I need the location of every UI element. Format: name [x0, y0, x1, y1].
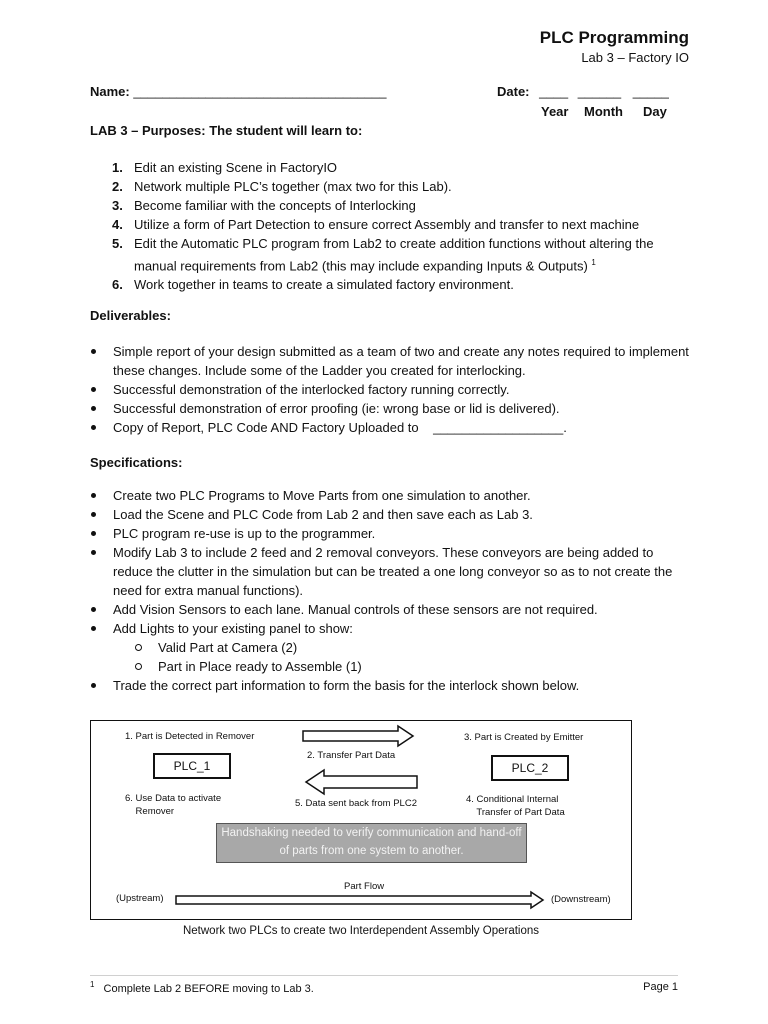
- step1-label: 1. Part is Detected in Remover: [125, 731, 255, 742]
- item-text: Network multiple PLC’s together (max two for this Lab).: [134, 179, 452, 194]
- date-label: Date:: [497, 84, 530, 99]
- date-blank-month: ______: [577, 84, 622, 99]
- item-text: Edit an existing Scene in FactoryIO: [134, 160, 338, 175]
- name-row: [90, 82, 386, 101]
- transfer-arrow: [303, 726, 413, 746]
- list-item: [90, 234, 690, 275]
- list-item: [90, 275, 690, 294]
- item-number: 1.: [112, 160, 123, 175]
- purposes-list: [90, 158, 690, 294]
- plc1-box: PLC_1: [153, 753, 231, 779]
- item-number: 4.: [112, 217, 123, 232]
- doc-subtitle: Lab 3 – Factory IO: [581, 50, 689, 65]
- interlock-diagram: [90, 720, 632, 920]
- list-item: [90, 215, 690, 234]
- footnote-text: Complete Lab 2 BEFORE moving to Lab 3.: [103, 982, 314, 995]
- date-row: [497, 82, 669, 101]
- item-text: Add Lights to your existing panel to show:: [113, 621, 353, 636]
- date-blank-day: _____: [632, 84, 669, 99]
- name-blank: ___________________________________: [133, 84, 387, 99]
- list-item: Valid Part at Camera (2): [113, 638, 690, 657]
- handshake-note: Handshaking needed to verify communication and hand-off of parts from one system to another.: [216, 823, 527, 863]
- list-item: [90, 619, 690, 676]
- list-item: PLC program re-use is up to the programmer.: [90, 524, 690, 543]
- purposes-heading: LAB 3 – Purposes: The student will learn to:: [90, 123, 363, 138]
- list-item: [90, 177, 690, 196]
- date-unit-month: Month: [584, 104, 623, 119]
- deliverables-heading: Deliverables:: [90, 308, 171, 323]
- item-number: 3.: [112, 198, 123, 213]
- list-item: Successful demonstration of error proofing (ie: wrong base or lid is delivered).: [90, 399, 690, 418]
- plc2-box: PLC_2: [491, 755, 569, 781]
- footer-divider: [90, 975, 678, 976]
- list-item: [90, 196, 690, 215]
- specifications-list: [90, 486, 690, 695]
- list-item: [90, 158, 690, 177]
- list-item: Modify Lab 3 to include 2 feed and 2 removal conveyors. These conveyors are being added to reduce the clutter in the simulation but can be treated a one long conveyor so as to not create the need for extra manual functions).: [90, 543, 690, 600]
- specifications-heading: Specifications:: [90, 455, 183, 470]
- footnote: [90, 980, 314, 995]
- item-number: 2.: [112, 179, 123, 194]
- part-flow-label: Part Flow: [344, 881, 385, 892]
- item-text: Become familiar with the concepts of Interlocking: [134, 198, 416, 213]
- part-flow-arrow: [176, 892, 543, 908]
- step5-label: 5. Data sent back from PLC2: [295, 798, 417, 809]
- return-arrow: [306, 770, 417, 794]
- diagram-caption: Network two PLCs to create two Interdependent Assembly Operations: [182, 925, 540, 937]
- step6-label: 6. Use Data to activate Remover: [125, 793, 222, 817]
- list-item: Add Vision Sensors to each lane. Manual controls of these sensors are not required.: [90, 600, 690, 619]
- step3-label: 3. Part is Created by Emitter: [464, 732, 584, 743]
- date-blank-year: ____: [539, 84, 569, 99]
- item-text: Edit the Automatic PLC program from Lab2 to create addition functions without altering the manual requirements from Lab2 (this may include expanding Inputs & Outputs): [134, 236, 654, 274]
- name-label: Name:: [90, 84, 130, 99]
- list-item: Part in Place ready to Assemble (1): [113, 657, 690, 676]
- lights-sublist: [113, 638, 690, 676]
- footnote-mark: 1: [90, 980, 95, 989]
- deliverables-list: [90, 342, 690, 437]
- list-item: Load the Scene and PLC Code from Lab 2 and then save each as Lab 3.: [90, 505, 690, 524]
- footnote-ref: 1: [591, 258, 596, 267]
- step2-label: 2. Transfer Part Data: [307, 750, 396, 761]
- downstream-label: (Downstream): [551, 894, 611, 905]
- step4-label: 4. Conditional Internal Transfer of Part Data: [466, 794, 565, 818]
- doc-title: PLC Programming: [539, 28, 689, 47]
- list-item: Simple report of your design submitted as a team of two and create any notes required to implement these changes. Include some of the Ladder you created for interlocking.: [90, 342, 690, 380]
- list-item: Copy of Report, PLC Code AND Factory Uploaded to __________________.: [90, 418, 690, 437]
- list-item: Successful demonstration of the interlocked factory running correctly.: [90, 380, 690, 399]
- upstream-label: (Upstream): [116, 893, 164, 904]
- item-number: 6.: [112, 277, 123, 293]
- list-item: Trade the correct part information to form the basis for the interlock shown below.: [90, 676, 690, 695]
- item-text: Work together in teams to create a simulated factory environment.: [134, 277, 514, 293]
- date-unit-day: Day: [643, 104, 667, 119]
- item-text: Utilize a form of Part Detection to ensure correct Assembly and transfer to next machine: [134, 217, 640, 232]
- page-number: Page 1: [643, 981, 678, 993]
- item-number: 5.: [112, 236, 123, 251]
- list-item: Create two PLC Programs to Move Parts from one simulation to another.: [90, 486, 690, 505]
- date-unit-year: Year: [541, 104, 569, 119]
